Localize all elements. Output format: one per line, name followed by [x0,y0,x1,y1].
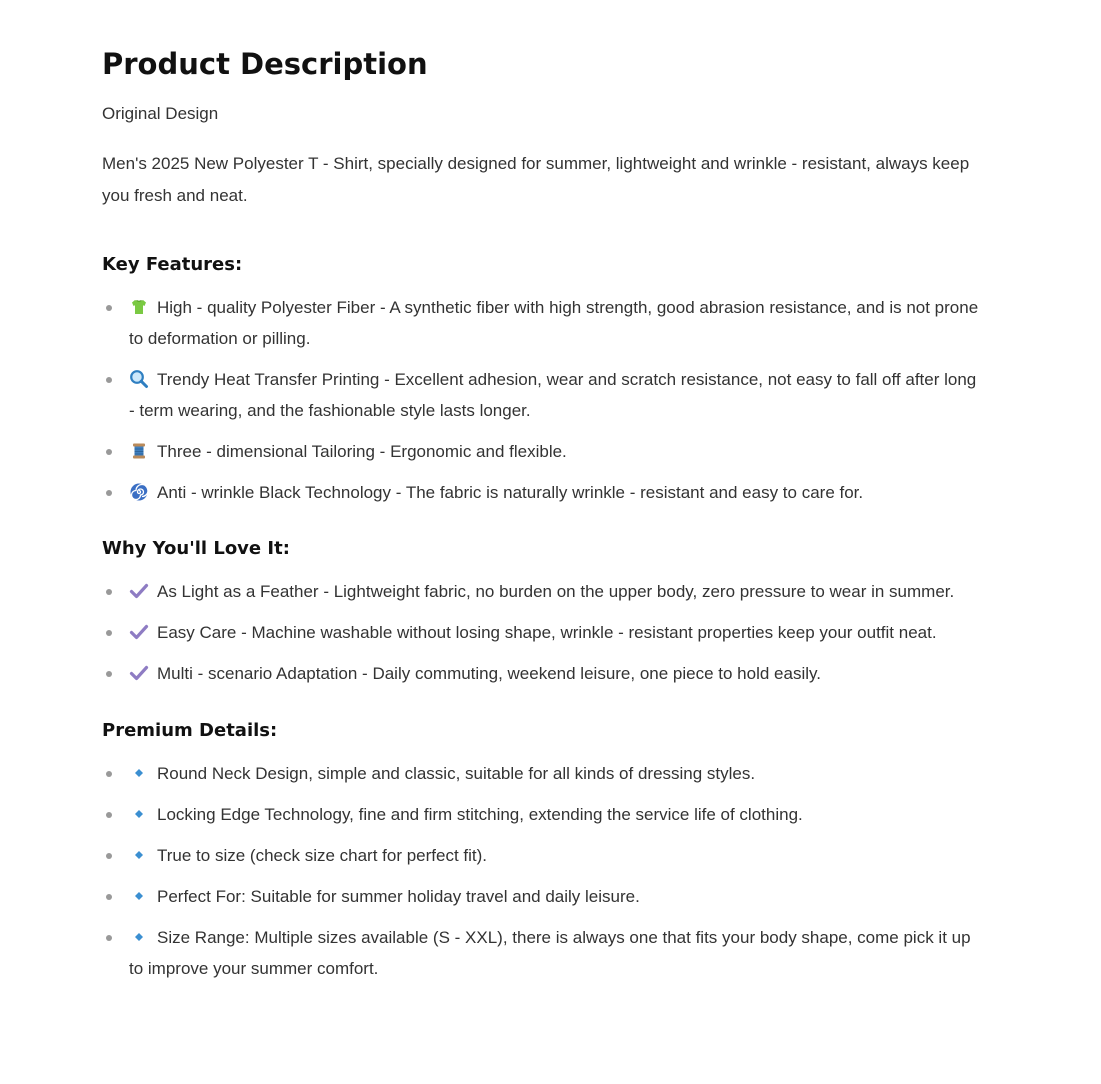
intro-paragraph: Men's 2025 New Polyester T - Shirt, specially designed for summer, lightweight and wrinkle - resistant, always keep you fresh and neat. [102,154,970,205]
bullet-icon [106,449,112,455]
bullet-icon [106,490,112,496]
list-item [102,758,982,789]
bullet-icon [106,305,112,311]
bullet-icon [106,853,112,859]
checkmark-icon [129,581,149,601]
small-blue-diamond-icon [129,927,149,947]
bullet-icon [106,630,112,636]
item-text: Locking Edge Technology, fine and firm stitching, extending the service life of clothing. [157,805,803,824]
premium-details-list [102,758,1002,984]
bullet-icon [106,589,112,595]
list-item [102,436,982,467]
small-blue-diamond-icon [129,886,149,906]
small-blue-diamond-icon [129,804,149,824]
small-blue-diamond-icon [129,845,149,865]
cyclone-icon [129,482,149,502]
list-item [102,364,982,426]
why-love-heading: Why You'll Love It: [102,538,290,559]
thread-spool-icon [129,441,149,461]
bullet-icon [106,771,112,777]
page-title: Product Description [102,47,428,81]
small-blue-diamond-icon [129,763,149,783]
item-text: Multi - scenario Adaptation - Daily commuting, weekend leisure, one piece to hold easily. [157,664,821,683]
item-text: Anti - wrinkle Black Technology - The fabric is naturally wrinkle - resistant and easy to care for. [157,483,864,502]
item-text: Size Range: Multiple sizes available (S - XXL), there is always one that fits your body shape, come pick it up to improve your summer comfort. [129,928,971,978]
list-item [102,576,982,607]
key-features-heading: Key Features: [102,254,243,275]
list-item [102,799,982,830]
item-text: Trendy Heat Transfer Printing - Excellent adhesion, wear and scratch resistance, not easy to fall off after long - term wearing, and the fashionable style lasts longer. [129,370,977,420]
item-text: Perfect For: Suitable for summer holiday travel and daily leisure. [157,887,640,906]
list-item [102,658,982,689]
premium-details-heading: Premium Details: [102,720,278,741]
checkmark-icon [129,663,149,683]
checkmark-icon [129,622,149,642]
item-text: Three - dimensional Tailoring - Ergonomic and flexible. [157,442,567,461]
subtitle: Original Design [102,104,219,123]
bullet-icon [106,935,112,941]
bullet-icon [106,812,112,818]
bullet-icon [106,671,112,677]
product-description [102,40,1002,994]
bullet-icon [106,894,112,900]
item-text: Easy Care - Machine washable without losing shape, wrinkle - resistant properties keep your outfit neat. [157,623,937,642]
list-item [102,840,982,871]
why-love-list [102,576,1002,689]
list-item [102,477,982,508]
list-item [102,881,982,912]
item-text: True to size (check size chart for perfect fit). [157,846,488,865]
key-features-list [102,292,1002,508]
list-item [102,922,982,984]
item-text: Round Neck Design, simple and classic, suitable for all kinds of dressing styles. [157,764,756,783]
magnifier-icon [129,369,149,389]
bullet-icon [106,377,112,383]
item-text: High - quality Polyester Fiber - A synthetic fiber with high strength, good abrasion resistance, and is not prone to deformation or pilling. [129,298,979,348]
list-item [102,617,982,648]
list-item [102,292,982,354]
item-text: As Light as a Feather - Lightweight fabric, no burden on the upper body, zero pressure to wear in summer. [157,582,955,601]
tshirt-icon [129,297,149,317]
